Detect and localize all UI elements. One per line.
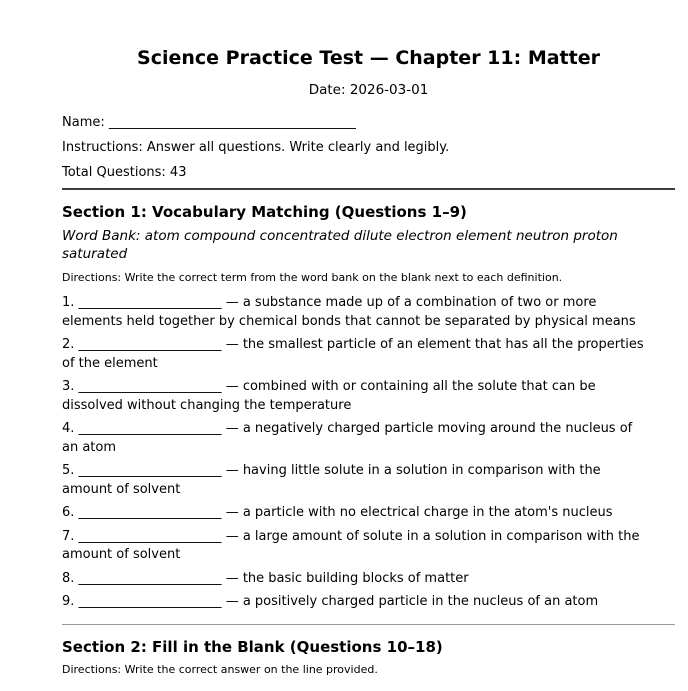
question-definition: — combined with or containing all the solute that can be dissolved without changing the temperature — [62, 379, 596, 413]
name-line — [62, 114, 675, 131]
question-definition: — having little solute in a solution in comparison with the amount of solvent — [62, 463, 601, 497]
question-number: 7. — [62, 528, 75, 544]
question-item — [62, 336, 647, 373]
answer-blank: ______________________ — [78, 463, 222, 478]
word-bank: Word Bank: atom compound concentrated dilute electron element neutron proton saturated — [62, 228, 618, 262]
answer-blank: ______________________ — [78, 570, 222, 586]
question-item — [62, 294, 647, 331]
name-blank-line: ______________________________________ — [108, 115, 356, 130]
question-item — [62, 528, 647, 565]
question-item — [62, 462, 647, 499]
question-number: 6. — [62, 505, 75, 520]
question-item — [62, 593, 647, 612]
question-number: 8. — [62, 570, 75, 586]
question-definition: — a substance made up of a combination of two or more elements held together by chemical bonds that cannot be separated by physical means — [62, 295, 636, 329]
question-definition: — a negatively charged particle moving around the nucleus of an atom — [62, 421, 633, 455]
question-number: 4. — [62, 421, 75, 436]
question-item — [62, 420, 647, 457]
answer-blank: ______________________ — [78, 505, 222, 520]
instructions-line: Instructions: Answer all questions. Write clearly and legibly. — [62, 140, 450, 155]
question-definition: — a particle with no electrical charge in the atom's nucleus — [225, 505, 613, 520]
section1-directions: Directions: Write the correct term from the word bank on the blank next to each definition. — [62, 271, 563, 284]
question-item — [62, 570, 647, 589]
answer-blank: ______________________ — [78, 379, 222, 394]
question-number: 9. — [62, 594, 75, 609]
answer-blank: ______________________ — [78, 295, 222, 310]
name-label: Name: — [62, 115, 105, 130]
answer-blank: ______________________ — [78, 337, 222, 352]
header-divider — [62, 188, 675, 190]
answer-blank: ______________________ — [78, 528, 222, 544]
answer-blank: ______________________ — [78, 421, 222, 436]
question-definition: — the smallest particle of an element that has all the properties of the element — [62, 337, 644, 371]
question-list — [62, 294, 675, 612]
answer-blank: ______________________ — [78, 594, 222, 609]
section2-directions: Directions: Write the correct answer on the line provided. — [62, 662, 378, 676]
question-definition: — the basic building blocks of matter — [225, 570, 469, 586]
question-number: 5. — [62, 463, 75, 478]
total-questions-line: Total Questions: 43 — [62, 165, 187, 180]
question-number: 2. — [62, 337, 75, 352]
section1-heading: Section 1: Vocabulary Matching (Questions 1–9) — [62, 203, 467, 221]
section2-heading: Section 2: Fill in the Blank (Questions 10–18) — [62, 637, 443, 656]
question-definition: — a large amount of solute in a solution in comparison with the amount of solvent — [62, 528, 640, 562]
date-line: Date: 2026-03-01 — [308, 82, 429, 98]
question-number: 3. — [62, 379, 75, 394]
question-item — [62, 378, 647, 415]
question-number: 1. — [62, 295, 75, 310]
question-definition: — a positively charged particle in the nucleus of an atom — [225, 594, 599, 609]
section-divider — [62, 624, 675, 625]
page-title: Science Practice Test — Chapter 11: Matter — [137, 47, 600, 69]
question-item — [62, 504, 647, 523]
